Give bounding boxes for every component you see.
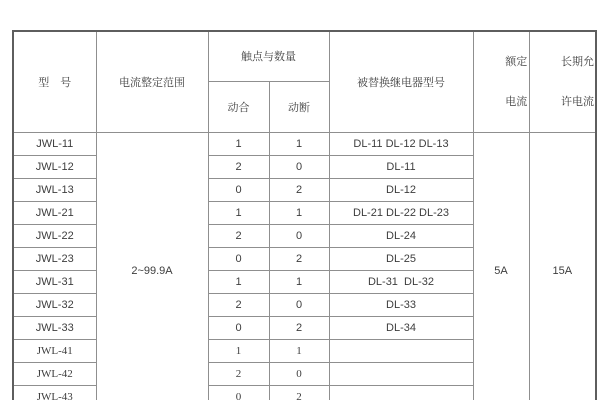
long-term-current-cell: 15A — [529, 133, 596, 400]
no-count-cell: 2 — [208, 156, 269, 179]
no-count-cell: 0 — [208, 386, 269, 400]
nc-count-cell: 2 — [269, 179, 329, 202]
header-row-top — [13, 31, 596, 81]
model-cell: JWL-32 — [13, 294, 96, 317]
header-contacts-group: 触点与数量 — [208, 31, 329, 81]
current-range-cell: 2~99.9A — [96, 133, 208, 400]
header-current-range: 电流整定范围 — [96, 31, 208, 133]
header-rated-current — [473, 31, 529, 133]
header-long-term-line2: 许电流 — [561, 96, 595, 108]
no-count-cell: 0 — [208, 317, 269, 340]
header-replaced-relay: 被替换继电器型号 — [329, 31, 473, 133]
no-count-cell: 1 — [208, 340, 269, 363]
nc-count-cell: 1 — [269, 133, 329, 156]
header-rated-current-line2: 电流 — [505, 96, 528, 108]
nc-count-cell: 2 — [269, 248, 329, 271]
nc-count-cell: 2 — [269, 386, 329, 400]
nc-count-cell: 1 — [269, 340, 329, 363]
no-count-cell: 2 — [208, 225, 269, 248]
header-long-term-current — [529, 31, 596, 133]
replaced-relay-cell — [329, 340, 473, 363]
model-cell: JWL-41 — [13, 340, 96, 363]
replaced-relay-cell: DL-12 — [329, 179, 473, 202]
replaced-relay-cell: DL-25 — [329, 248, 473, 271]
no-count-cell: 0 — [208, 179, 269, 202]
model-cell: JWL-31 — [13, 271, 96, 294]
model-cell: JWL-23 — [13, 248, 96, 271]
relay-spec-table — [12, 30, 597, 400]
no-count-cell: 1 — [208, 133, 269, 156]
header-rated-current-line1: 额定 — [505, 56, 528, 68]
model-cell: JWL-21 — [13, 202, 96, 225]
model-cell: JWL-43 — [13, 386, 96, 400]
table-row — [13, 133, 596, 156]
model-cell: JWL-33 — [13, 317, 96, 340]
model-cell: JWL-13 — [13, 179, 96, 202]
nc-count-cell: 0 — [269, 225, 329, 248]
nc-count-cell: 1 — [269, 271, 329, 294]
header-normally-open: 动合 — [208, 81, 269, 132]
replaced-relay-cell: DL-21 DL-22 DL-23 — [329, 202, 473, 225]
nc-count-cell: 1 — [269, 202, 329, 225]
no-count-cell: 1 — [208, 271, 269, 294]
model-cell: JWL-12 — [13, 156, 96, 179]
nc-count-cell: 0 — [269, 156, 329, 179]
no-count-cell: 0 — [208, 248, 269, 271]
replaced-relay-cell: DL-24 — [329, 225, 473, 248]
replaced-relay-cell: DL-11 DL-12 DL-13 — [329, 133, 473, 156]
no-count-cell: 2 — [208, 294, 269, 317]
nc-count-cell: 0 — [269, 363, 329, 386]
model-cell: JWL-22 — [13, 225, 96, 248]
nc-count-cell: 0 — [269, 294, 329, 317]
replaced-relay-cell — [329, 363, 473, 386]
rated-current-cell: 5A — [473, 133, 529, 400]
replaced-relay-cell: DL-31 DL-32 — [329, 271, 473, 294]
header-normally-closed: 动断 — [269, 81, 329, 132]
replaced-relay-cell: DL-11 — [329, 156, 473, 179]
header-model: 型 号 — [13, 31, 96, 133]
model-cell: JWL-42 — [13, 363, 96, 386]
no-count-cell: 2 — [208, 363, 269, 386]
header-long-term-line1: 长期允 — [561, 56, 595, 68]
replaced-relay-cell: DL-33 — [329, 294, 473, 317]
replaced-relay-cell — [329, 386, 473, 400]
no-count-cell: 1 — [208, 202, 269, 225]
nc-count-cell: 2 — [269, 317, 329, 340]
replaced-relay-cell: DL-34 — [329, 317, 473, 340]
model-cell: JWL-11 — [13, 133, 96, 156]
